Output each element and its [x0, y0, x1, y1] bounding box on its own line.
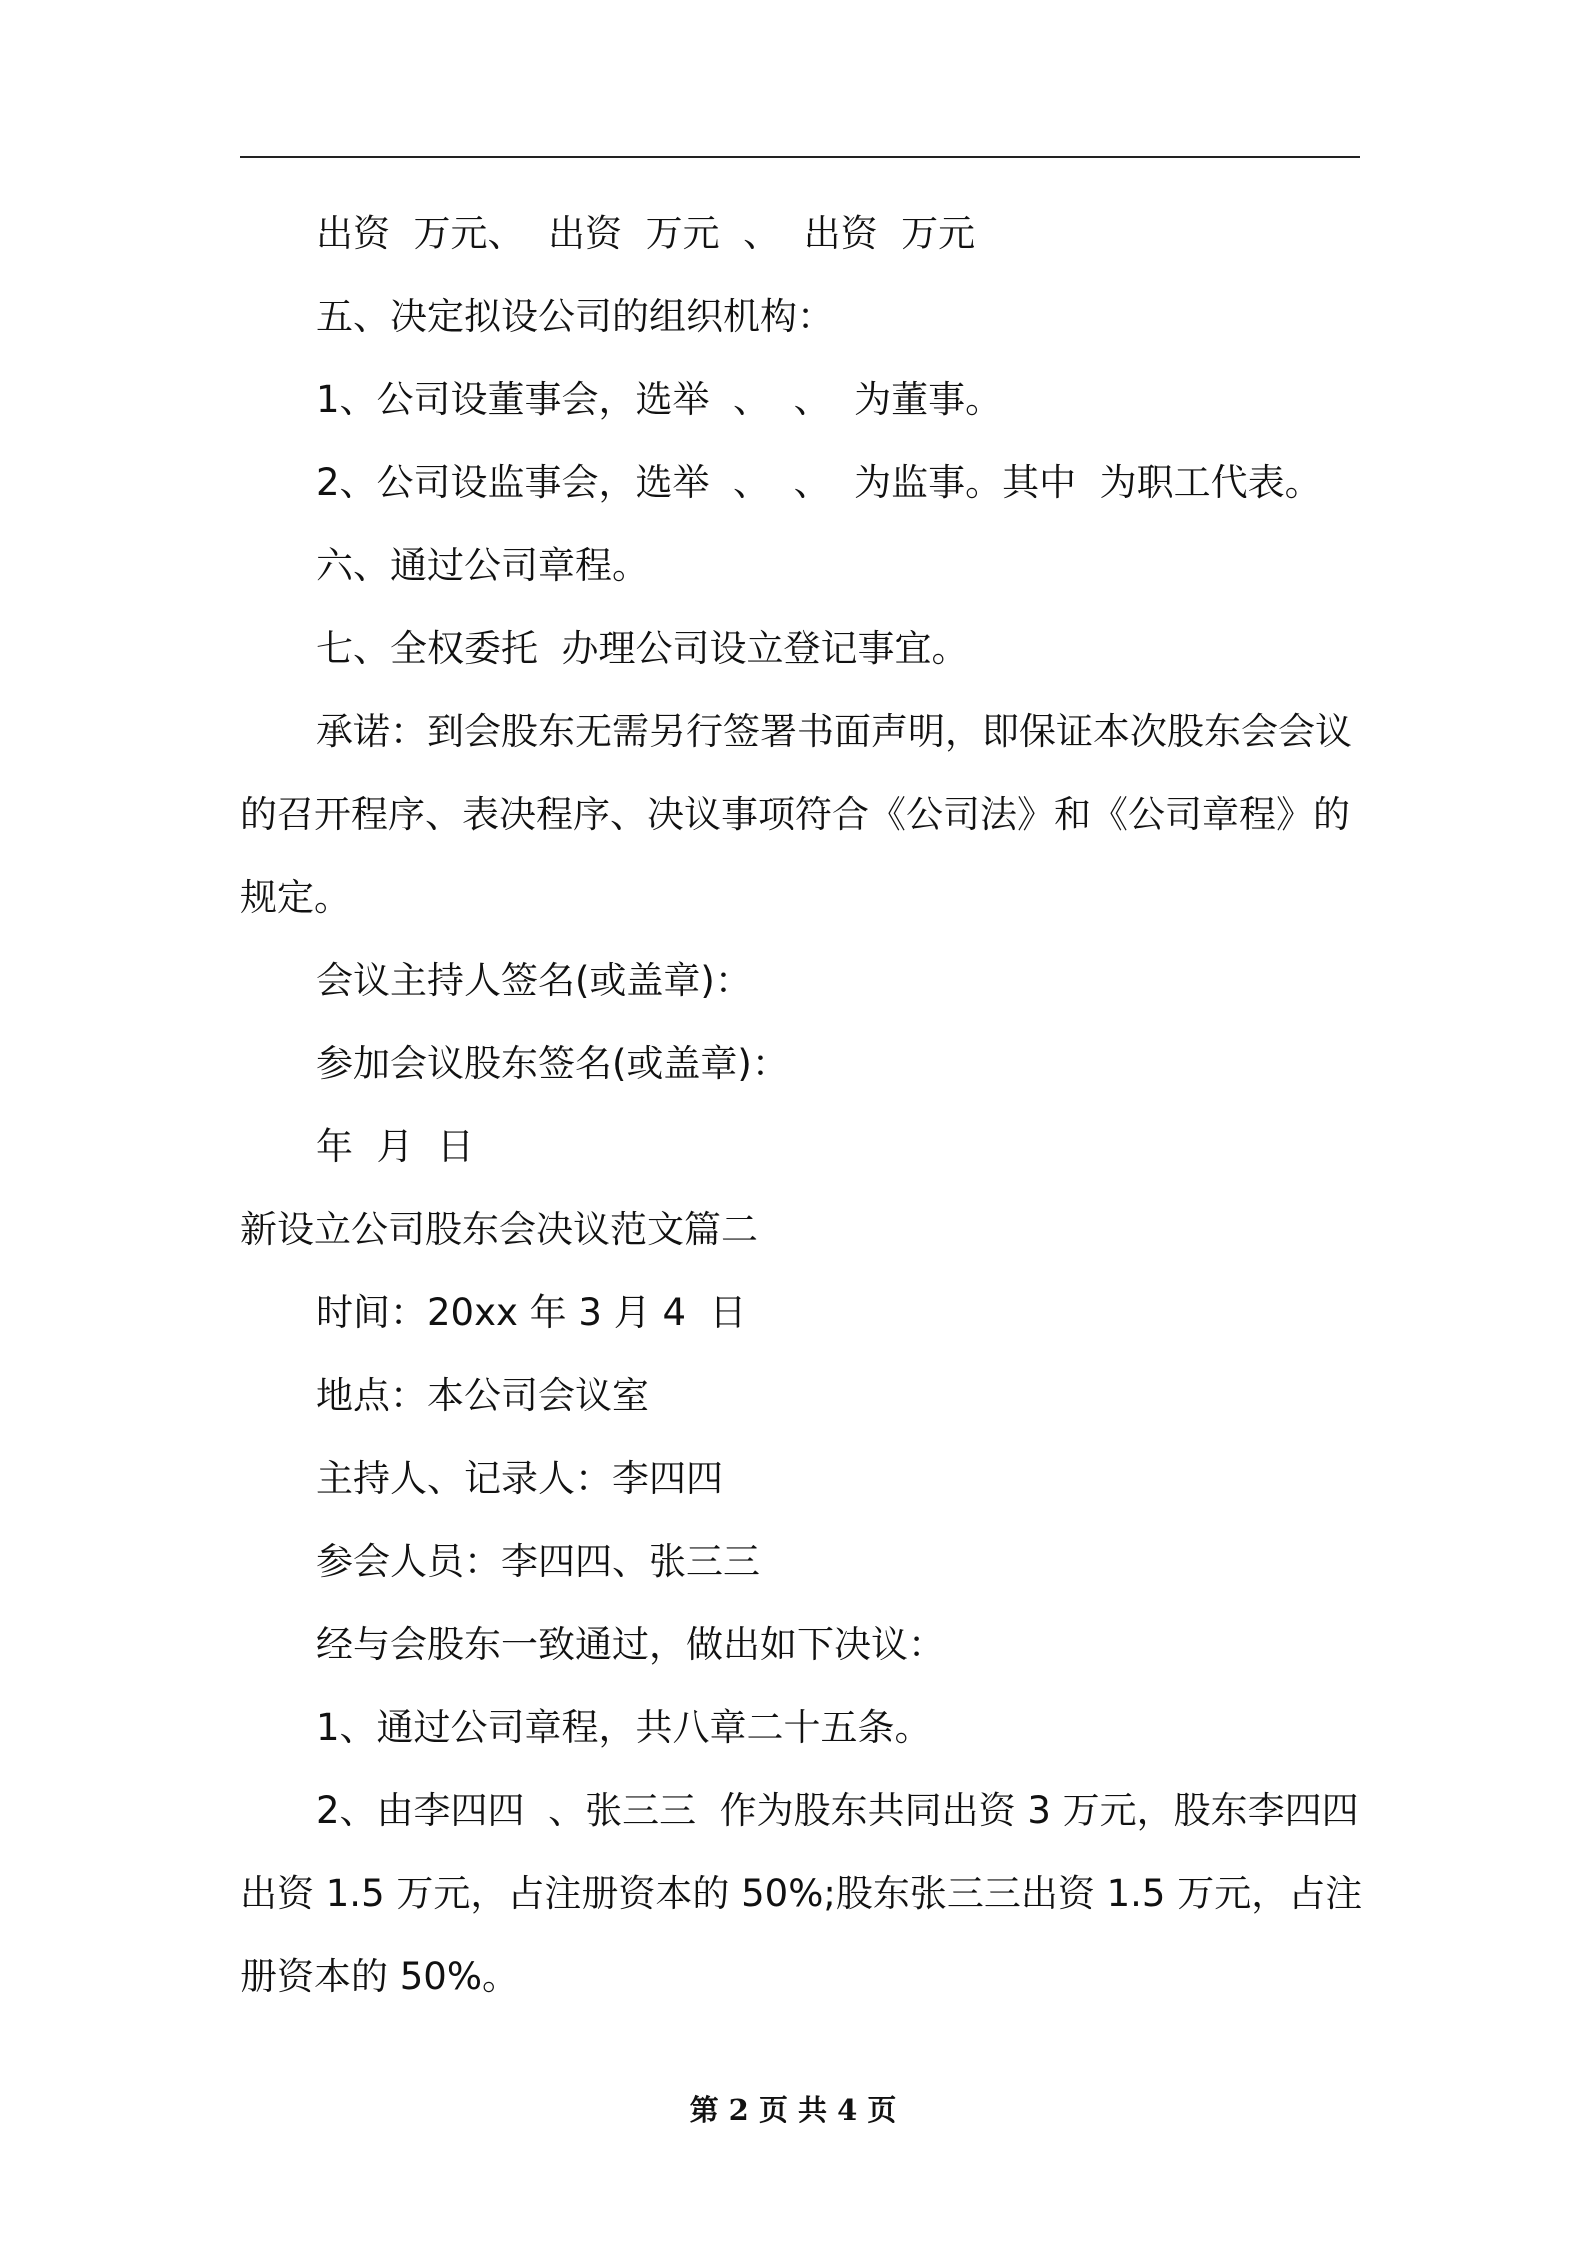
paragraph-line: 2、公司设监事会，选举 、 、 为监事。其中 为职工代表。 — [316, 461, 1322, 504]
meeting-attendees: 参会人员：李四四、张三三 — [316, 1540, 760, 1583]
paragraph-line: 七、全权委托 办理公司设立登记事宜。 — [316, 627, 969, 670]
paragraph-line: 1、公司设董事会，选举 、 、 为董事。 — [316, 378, 1003, 421]
paragraph-line: 经与会股东一致通过，做出如下决议： — [316, 1623, 945, 1666]
resolution-item: 2、由李四四 、张三三 作为股东共同出资 3 万元，股东李四四 — [316, 1789, 1359, 1832]
paragraph-line: 承诺：到会股东无需另行签署书面声明，即保证本次股东会会议 — [316, 710, 1352, 753]
paragraph-line: 的召开程序、表决程序、决议事项符合《公司法》和《公司章程》的 — [240, 793, 1350, 836]
document-body — [240, 192, 1363, 2018]
signature-line: 会议主持人签名(或盖章)： — [316, 959, 752, 1002]
signature-line: 参加会议股东签名(或盖章)： — [316, 1042, 789, 1085]
paragraph-line: 五、决定拟设公司的组织机构： — [316, 295, 834, 338]
paragraph-line: 册资本的 50%。 — [240, 1955, 519, 1998]
paragraph-line: 出资 万元、 出资 万元 、 出资 万元 — [316, 212, 976, 255]
meeting-time: 时间：20xx 年 3 月 4 日 — [316, 1291, 747, 1334]
paragraph-line: 六、通过公司章程。 — [316, 544, 649, 587]
section-heading: 新设立公司股东会决议范文篇二 — [240, 1208, 758, 1251]
paragraph-line: 规定。 — [240, 876, 351, 919]
paragraph-line: 出资 1.5 万元，占注册资本的 50%;股东张三三出资 1.5 万元，占注 — [240, 1872, 1363, 1915]
header-rule — [240, 156, 1360, 158]
meeting-location: 地点：本公司会议室 — [316, 1374, 649, 1417]
meeting-host: 主持人、记录人：李四四 — [316, 1457, 723, 1500]
date-line: 年 月 日 — [316, 1125, 475, 1168]
resolution-item: 1、通过公司章程，共八章二十五条。 — [316, 1706, 932, 1749]
page-number: 第 2 页 共 4 页 — [689, 2093, 897, 2127]
